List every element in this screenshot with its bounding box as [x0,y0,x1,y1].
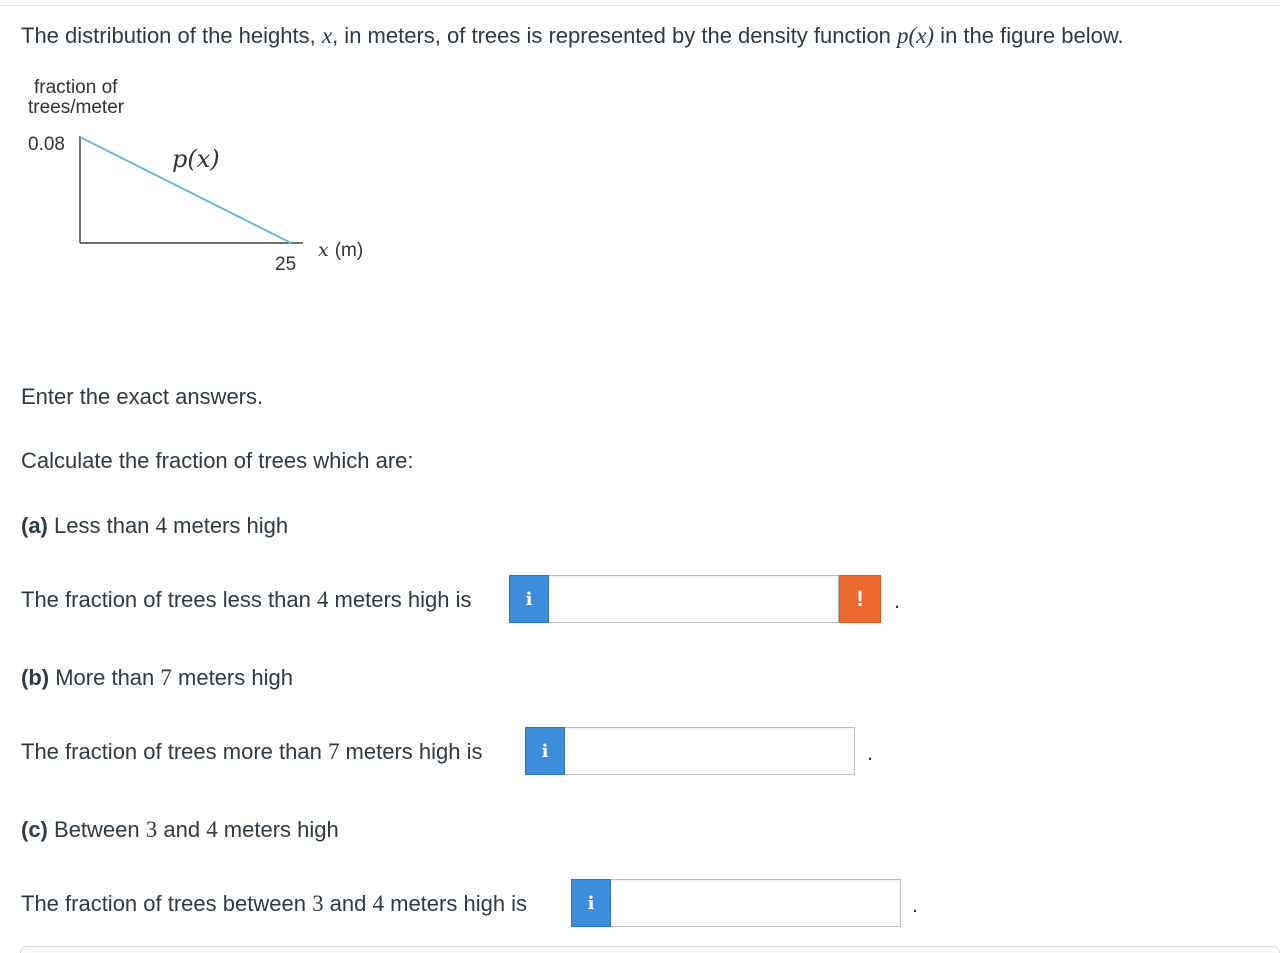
part-tag: (c) [21,817,48,842]
sentence-text: The fraction of trees more than [21,739,328,764]
part-text: meters high [167,513,289,538]
part-c-title [21,818,339,841]
part-number: 4 [155,513,168,538]
sentence-text: The fraction of trees between [21,891,313,916]
sentence-period: . [867,740,874,765]
part-text: More than [55,665,161,690]
answer-input-b[interactable] [565,727,855,775]
part-c-sentence [21,892,527,915]
math-p-of-x: p(x) [897,23,935,48]
info-icon[interactable]: i [509,575,549,623]
y-axis-label-line1: fraction of [34,77,118,98]
answer-input-c[interactable] [611,879,901,927]
part-number: 7 [160,665,172,690]
part-text: and [157,817,207,842]
sentence-text: meters high is [328,587,472,612]
part-number: 3 [145,817,158,842]
part-a-sentence [21,588,472,611]
y-axis-label-line2: trees/meter [28,97,125,118]
curve-label: p(x) [172,145,220,173]
sentence-number: 3 [312,891,324,916]
y-tick-label: 0.08 [28,134,65,155]
intro-text: The distribution of the heights, [21,23,322,48]
part-text: meters high [217,817,339,842]
density-graph [0,60,400,290]
warning-icon[interactable]: ! [839,575,881,623]
part-text: meters high [171,665,293,690]
sentence-number: 4 [372,891,384,916]
sentence-text: and [323,891,373,916]
info-icon[interactable]: i [571,879,611,927]
part-b-sentence [21,740,483,763]
sentence-text: The fraction of trees less than [21,587,317,612]
x-tick-label: 25 [275,254,297,275]
instruction-exact: Enter the exact answers. [21,384,264,409]
problem-statement [21,24,1124,47]
part-text: Less than [54,513,156,538]
part-tag: (a) [21,513,48,538]
sentence-number: 4 [316,587,329,612]
intro-text: in the figure below. [934,23,1124,48]
intro-text: , in meters, of trees is represented by the density function [332,23,898,48]
sentence-period: . [912,892,919,917]
info-icon[interactable]: i [525,727,565,775]
top-divider [0,5,1280,6]
instruction-calculate: Calculate the fraction of trees which are: [21,448,414,473]
part-a-title [21,514,288,537]
math-x: x [321,23,333,48]
sentence-text: meters high is [339,739,483,764]
sentence-period: . [894,588,901,613]
answer-input-a[interactable] [549,575,839,623]
sentence-number: 7 [327,739,340,764]
part-b-title [21,666,293,689]
part-tag: (b) [21,665,50,690]
sentence-text: meters high is [384,891,528,916]
x-axis-label: x (m) [318,239,364,261]
part-number: 4 [206,817,218,842]
part-text: Between [54,817,146,842]
